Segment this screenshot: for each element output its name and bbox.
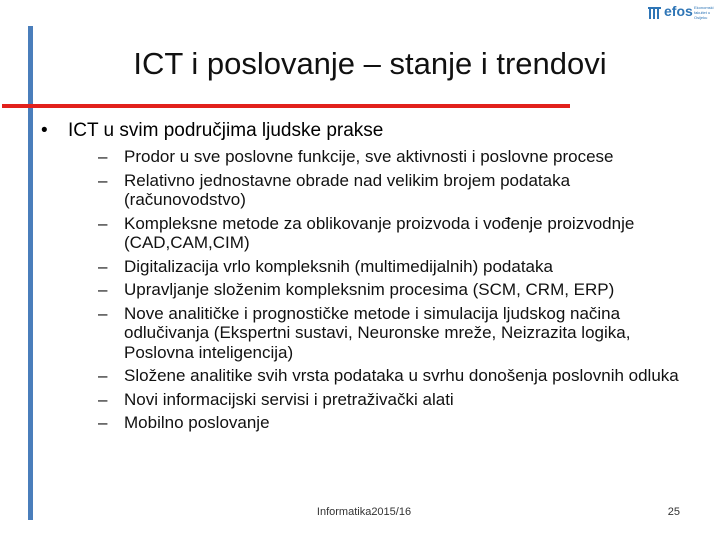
main-bullet bbox=[36, 119, 696, 143]
sub-bullet bbox=[98, 413, 696, 433]
sub-bullet bbox=[98, 257, 696, 277]
dash-marker: – bbox=[98, 413, 108, 432]
sub-bullet bbox=[98, 390, 696, 410]
sub-bullet-text: Relativno jednostavne obrade nad velikim brojem podataka (računovodstvo) bbox=[124, 170, 571, 209]
sub-bullet-text: Mobilno poslovanje bbox=[124, 413, 270, 432]
dash-marker: – bbox=[98, 389, 108, 409]
dash-marker: – bbox=[98, 280, 108, 299]
sub-bullet bbox=[98, 304, 696, 363]
footer-text: Informatika2015/16 bbox=[316, 506, 412, 518]
dash-marker: – bbox=[98, 213, 108, 233]
sub-bullet-list bbox=[98, 147, 696, 433]
dash-marker: – bbox=[98, 303, 108, 323]
sub-bullet-text: Kompleksne metode za oblikovanje proizvoda i vođenje proizvodnje (CAD,CAM,CIM) bbox=[124, 213, 635, 252]
title-underline bbox=[2, 104, 570, 108]
sub-bullet-text: Novi informacijski servisi i pretraživački alati bbox=[124, 389, 454, 409]
main-bullet-text: ICT u svim područjima ljudske prakse bbox=[68, 120, 384, 141]
page-number: 25 bbox=[667, 506, 680, 518]
dash-marker: – bbox=[98, 256, 108, 276]
sub-bullet-text: Upravljanje složenim kompleksnim procesima (SCM, CRM, ERP) bbox=[124, 280, 615, 299]
slide-title: ICT i poslovanje – stanje i trendovi bbox=[133, 46, 607, 81]
dash-marker: – bbox=[98, 170, 108, 190]
dash-marker: – bbox=[98, 147, 108, 166]
sub-bullet-text: Nove analitičke i prognostičke metode i simulacija ljudskog načina odlučivanja (Ekspertni sustavi, Neuronske mreže, Neizrazita logika, Poslovna inteligencija) bbox=[124, 303, 631, 362]
sub-bullet bbox=[98, 171, 696, 210]
sub-bullet bbox=[98, 147, 696, 167]
efos-logo bbox=[648, 2, 718, 24]
logo-columns-icon bbox=[648, 6, 662, 20]
slide-content bbox=[36, 119, 696, 437]
left-accent-bar bbox=[28, 26, 33, 520]
sub-bullet bbox=[98, 280, 696, 300]
dash-marker: – bbox=[98, 366, 108, 385]
sub-bullet-text: Složene analitike svih vrsta podataka u svrhu donošenja poslovnih odluka bbox=[124, 366, 679, 385]
bullet-dot: • bbox=[41, 120, 48, 141]
sub-bullet-text: Prodor u sve poslovne funkcije, sve aktivnosti i poslovne procese bbox=[124, 147, 614, 166]
sub-bullet-text: Digitalizacija vrlo kompleksnih (multimedijalnih) podataka bbox=[124, 256, 553, 276]
logo-subtext: Ekonomski fakultet u Osijeku bbox=[694, 5, 714, 20]
sub-bullet bbox=[98, 214, 696, 253]
logo-text: efos bbox=[664, 3, 693, 19]
sub-bullet bbox=[98, 366, 696, 386]
